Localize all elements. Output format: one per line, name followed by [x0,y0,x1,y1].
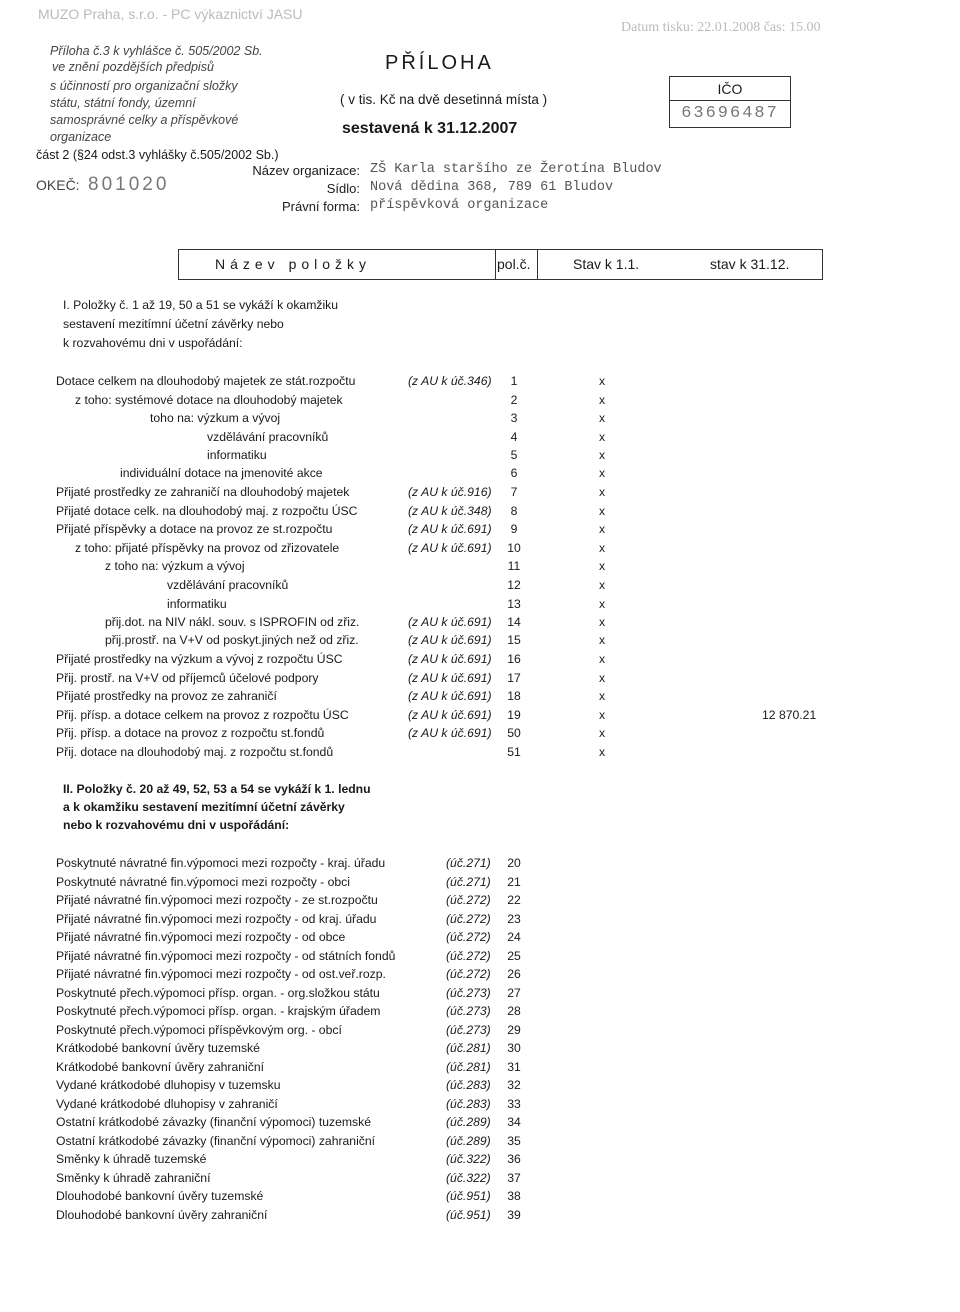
row-value-start: x [599,708,606,722]
row-number: 11 [507,559,521,573]
row-label: Směnky k úhradě zahraniční [56,1170,211,1185]
software-header: MUZO Praha, s.r.o. - PC výkaznictví JASU [38,6,303,22]
row-label: Poskytnuté přech.výpomoci přísp. organ. - org.složkou státu [56,985,380,1000]
row-value-start: x [599,671,606,685]
row-number: 39 [507,1207,521,1222]
org-name-label: Název organizace: [252,163,360,178]
row-account-code: (z AU k úč.691) [408,633,492,647]
row-number: 25 [507,948,521,963]
row-label: toho na: výzkum a vývoj [150,411,281,425]
row-account-code: (úč.289) [446,1133,491,1148]
row-label: Krátkodobé bankovní úvěry tuzemské [56,1041,260,1055]
row-label: Přijaté prostředky ze zahraničí na dlouhodobý majetek [56,485,350,499]
unit-note: ( v tis. Kč na dvě desetinná místa ) [340,92,548,107]
row-number: 1 [510,374,518,388]
col-pol-header: pol.č. [497,256,531,272]
legal-line: samosprávné celky a příspěvkové [50,113,239,127]
row-label: Přijaté návratné fin.výpomoci mezi rozpočty - ze st.rozpočtu [56,893,378,907]
row-value-start: x [599,578,606,592]
row-value-start: x [599,541,606,555]
row-value-start: x [599,430,606,444]
row-number: 20 [507,856,521,870]
row-label: Ostatní krátkodobé závazky (finanční výpomoci) tuzemské [56,1115,371,1129]
row-value-start: x [599,633,606,647]
row-label: Přijaté návratné fin.výpomoci mezi rozpočty - od kraj. úřadu [56,911,377,926]
row-account-code: (z AU k úč.691) [408,726,492,740]
row-account-code: (úč.272) [446,948,491,963]
row-number: 27 [507,985,521,1000]
row-value-start: x [599,689,606,703]
row-number: 36 [507,1152,521,1166]
row-number: 6 [510,466,518,480]
row-number: 5 [510,448,518,462]
row-value-start: x [599,485,606,499]
row-value-start: x [599,726,606,740]
row-number: 28 [507,1004,521,1018]
row-label: Přijaté návratné fin.výpomoci mezi rozpočty - od obce [56,930,346,944]
row-number: 26 [507,967,521,981]
row-label: vzdělávání pracovníků [207,430,329,444]
row-number: 3 [510,411,518,425]
row-account-code: (úč.272) [446,967,491,981]
row-label: Dlouhodobé bankovní úvěry zahraniční [56,1207,268,1222]
row-number: 7 [510,485,518,499]
row-number: 21 [507,874,521,889]
row-number: 15 [507,633,521,647]
row-account-code: (úč.283) [446,1096,491,1111]
row-label: Krátkodobé bankovní úvěry zahraniční [56,1059,264,1074]
seat-label: Sídlo: [326,181,360,196]
legal-form-label: Právní forma: [281,199,360,214]
okec-value: 801020 [88,174,170,195]
row-label: Přij. přísp. a dotace na provoz z rozpočtu st.fondů [56,726,325,740]
row-number: 37 [507,1170,521,1185]
row-account-code: (úč.272) [446,911,491,926]
legal-line: ve znění pozdějších předpisů [52,60,214,74]
row-value-start: x [599,745,606,759]
row-value-end: 12 870.21 [762,708,817,722]
row-account-code: (úč.271) [446,856,491,870]
row-number: 2 [510,393,518,407]
print-date: Datum tisku: 22.01.2008 čas: 15.00 [621,20,821,35]
row-value-start: x [599,615,606,629]
row-account-code: (úč.281) [446,1059,491,1074]
row-account-code: (úč.951) [446,1207,491,1222]
row-label: Přijaté prostředky na provoz ze zahraničí [56,689,277,703]
row-label: Poskytnuté návratné fin.výpomoci mezi rozpočty - kraj. úřadu [56,856,386,870]
row-label: Poskytnuté návratné fin.výpomoci mezi rozpočty - obci [56,874,350,889]
row-number: 30 [507,1041,521,1055]
section1-heading: sestavení mezitímní účetní závěrky nebo [63,317,284,331]
column-divider [537,250,538,279]
row-account-code: (z AU k úč.691) [408,541,492,555]
legal-line: organizace [50,130,112,144]
ico-box [669,76,791,128]
row-value-start: x [599,466,606,480]
row-number: 50 [507,726,521,740]
row-label: přij.dot. na NIV nákl. souv. s ISPROFIN od zřiz. [105,615,360,629]
row-value-start: x [599,411,606,425]
seat: Nová dědina 368, 789 61 Bludov [370,180,614,195]
row-number: 10 [507,541,521,555]
row-account-code: (úč.272) [446,930,491,944]
row-number: 9 [510,522,518,536]
row-account-code: (úč.272) [446,893,491,907]
page-title: PŘÍLOHA [385,52,494,74]
row-label: z toho na: výzkum a vývoj [105,559,245,573]
row-value-start: x [599,448,606,462]
row-value-start: x [599,597,606,611]
row-number: 35 [507,1133,521,1148]
section2-heading: II. Položky č. 20 až 49, 52, 53 a 54 se vykáží k 1. lednu [63,782,371,796]
ico-label: IČO [717,81,743,97]
row-label: přij.prostř. na V+V od poskyt.jiných než od zřiz. [105,633,359,647]
row-account-code: (úč.273) [446,1004,491,1018]
row-number: 4 [510,430,518,444]
row-label: Vydané krátkodobé dluhopisy v zahraničí [56,1096,278,1111]
ico-value: 63696487 [681,104,779,123]
row-value-start: x [599,393,606,407]
row-account-code: (úč.322) [446,1170,491,1185]
column-divider [495,250,496,279]
row-number: 17 [507,671,521,685]
col-start-header: Stav k 1.1. [573,256,640,272]
col-end-header: stav k 31.12. [710,256,790,272]
row-label: Ostatní krátkodobé závazky (finanční výpomoci) zahraniční [56,1133,376,1148]
row-number: 38 [507,1189,521,1203]
row-account-code: (z AU k úč.348) [408,504,492,518]
row-account-code: (z AU k úč.691) [408,708,492,722]
row-account-code: (z AU k úč.691) [408,522,492,536]
row-number: 22 [507,893,521,907]
compiled-date: sestavená k 31.12.2007 [342,120,518,137]
row-number: 24 [507,930,521,944]
row-number: 12 [507,578,521,592]
row-account-code: (z AU k úč.346) [408,374,492,388]
section1-heading: I. Položky č. 1 až 19, 50 a 51 se vykáží k okamžiku [63,298,339,312]
row-label: Poskytnuté přech.výpomoci příspěvkovým org. - obcí [56,1022,342,1037]
legal-line: státu, státní fondy, územní [50,96,196,110]
row-number: 23 [507,911,521,926]
row-number: 14 [507,615,521,629]
row-number: 34 [507,1115,521,1129]
row-value-start: x [599,504,606,518]
okec-label: OKEČ: [36,177,80,193]
section1-heading: k rozvahovému dni v uspořádání: [63,336,243,350]
row-number: 31 [507,1059,521,1074]
row-label: Směnky k úhradě tuzemské [56,1152,207,1166]
row-account-code: (úč.273) [446,985,491,1000]
row-number: 18 [507,689,521,703]
row-value-start: x [599,522,606,536]
section2-heading: nebo k rozvahovému dni v uspořádání: [63,818,290,832]
row-label: z toho: přijaté příspěvky na provoz od zřizovatele [75,541,340,555]
ico-divider [670,100,790,101]
row-label: informatiku [167,597,227,611]
row-label: Dotace celkem na dlouhodobý majetek ze stát.rozpočtu [56,374,356,388]
row-account-code: (z AU k úč.691) [408,689,492,703]
row-label: Poskytnuté přech.výpomoci přísp. organ. - krajským úřadem [56,1004,381,1018]
row-account-code: (úč.283) [446,1078,491,1092]
row-label: Přij. přísp. a dotace celkem na provoz z rozpočtu ÚSC [56,708,349,722]
row-account-code: (úč.322) [446,1152,491,1166]
row-label: Dlouhodobé bankovní úvěry tuzemské [56,1189,264,1203]
row-account-code: (z AU k úč.691) [408,671,492,685]
row-number: 33 [507,1096,521,1111]
row-number: 51 [507,745,521,759]
section2-heading: a k okamžiku sestavení mezitímní účetní závěrky [63,800,345,814]
row-number: 19 [507,708,521,722]
row-label: Přijaté návratné fin.výpomoci mezi rozpočty - od ost.veř.rozp. [56,967,386,981]
row-number: 32 [507,1078,521,1092]
row-account-code: (z AU k úč.916) [408,485,492,499]
row-label: Vydané krátkodobé dluhopisy v tuzemsku [56,1078,281,1092]
row-account-code: (úč.951) [446,1189,491,1203]
row-value-start: x [599,374,606,388]
row-label: Přijaté příspěvky a dotace na provoz ze st.rozpočtu [56,522,333,536]
row-account-code: (z AU k úč.691) [408,615,492,629]
row-value-start: x [599,559,606,573]
legal-line: s účinností pro organizační složky [50,79,238,93]
row-number: 29 [507,1022,521,1037]
row-label: z toho: systémové dotace na dlouhodobý majetek [75,393,343,407]
row-label: Přijaté návratné fin.výpomoci mezi rozpočty - od státních fondů [56,948,396,963]
row-label: individuální dotace na jmenovité akce [120,466,323,480]
org-name: ZŠ Karla staršího ze Žerotína Bludov [370,162,662,177]
legal-form: příspěvková organizace [370,198,549,213]
row-label: Přij. dotace na dlouhodobý maj. z rozpočtu st.fondů [56,745,334,759]
row-account-code: (úč.273) [446,1022,491,1037]
row-label: Přijaté prostředky na výzkum a vývoj z rozpočtu ÚSC [56,652,343,666]
col-name-header: Název položky [215,256,372,272]
row-account-code: (úč.289) [446,1115,491,1129]
row-label: informatiku [207,448,267,462]
row-number: 8 [510,504,518,518]
row-label: Přij. prostř. na V+V od příjemců účelové podpory [56,671,319,685]
legal-line: Příloha č.3 k vyhlášce č. 505/2002 Sb. [50,44,263,58]
row-label: Přijaté dotace celk. na dlouhodobý maj. z rozpočtu ÚSC [56,504,358,518]
row-label: vzdělávání pracovníků [167,578,289,592]
row-account-code: (z AU k úč.691) [408,652,492,666]
row-value-start: x [599,652,606,666]
row-account-code: (úč.281) [446,1041,491,1055]
row-account-code: (úč.271) [446,874,491,889]
part-line: část 2 (§24 odst.3 vyhlášky č.505/2002 Sb.) [36,148,279,162]
row-number: 16 [507,652,521,666]
row-number: 13 [507,597,521,611]
